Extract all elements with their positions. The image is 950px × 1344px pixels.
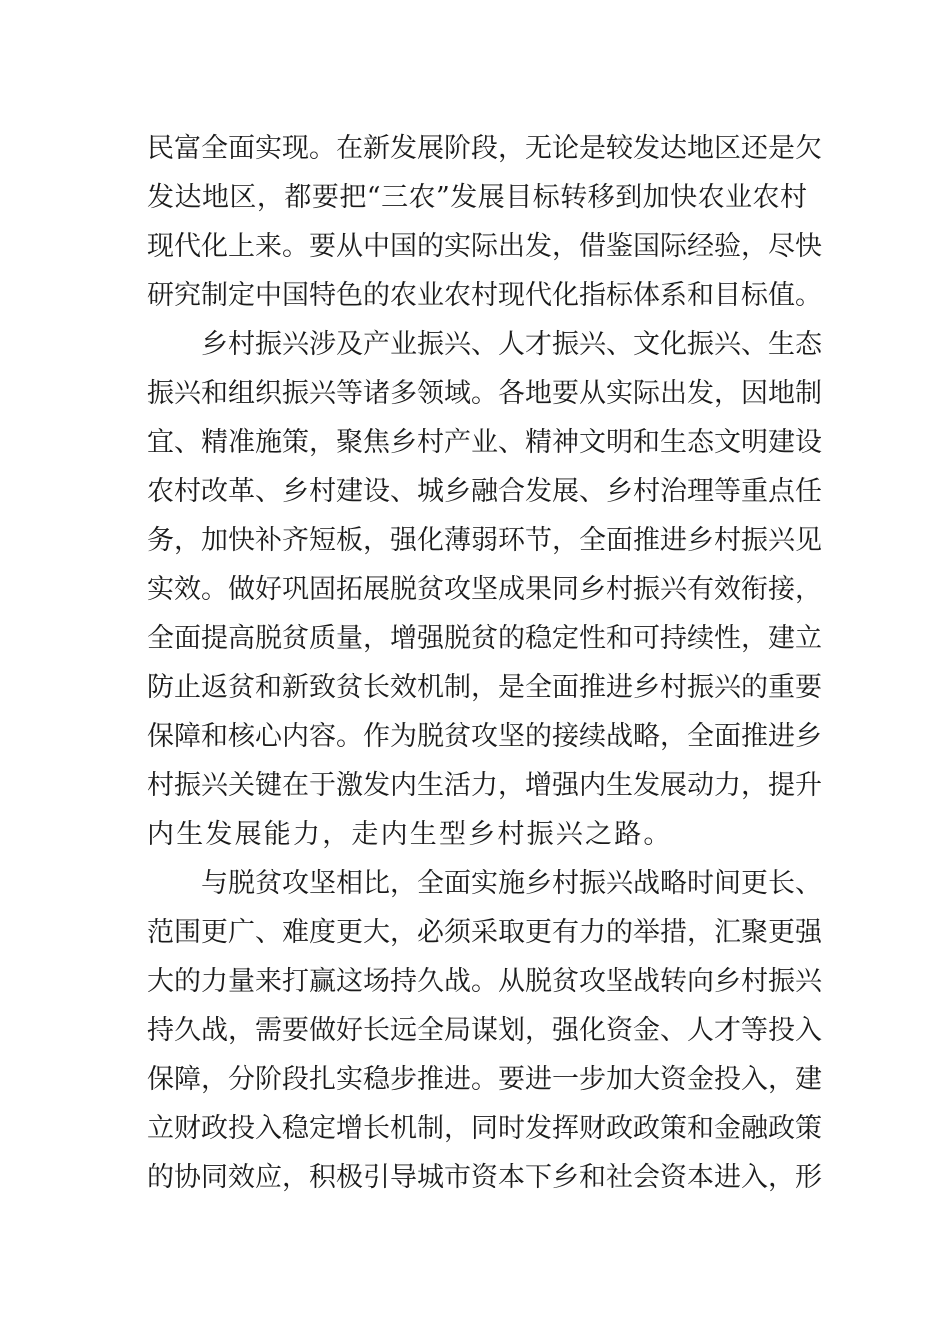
text-line: 民富全面实现。在新发展阶段，无论是较发达地区还是欠 <box>147 133 822 164</box>
text-line: 保障，分阶段扎实稳步推进。要进一步加大资金投入，建 <box>147 1064 822 1095</box>
text-line: 全面提高脱贫质量，增强脱贫的稳定性和可持续性，建立 <box>147 623 822 654</box>
body-text <box>147 124 822 1202</box>
text-line: 的协同效应，积极引导城市资本下乡和社会资本进入，形 <box>147 1162 822 1193</box>
text-line: 研究制定中国特色的农业农村现代化指标体系和目标值。 <box>147 280 822 311</box>
text-line: 内生发展能力，走内生型乡村振兴之路。 <box>147 819 673 850</box>
text-line: 务，加快补齐短板，强化薄弱环节，全面推进乡村振兴见 <box>147 525 822 556</box>
text-line: 发达地区，都要把“三农”发展目标转移到加快农业农村 <box>147 182 807 213</box>
text-line: 现代化上来。要从中国的实际出发，借鉴国际经验，尽快 <box>147 231 822 262</box>
text-line: 村振兴关键在于激发内生活力，增强内生发展动力，提升 <box>147 770 822 801</box>
text-line: 农村改革、乡村建设、城乡融合发展、乡村治理等重点任 <box>147 476 822 507</box>
text-line: 范围更广、难度更大，必须采取更有力的举措，汇聚更强 <box>147 917 822 948</box>
text-line: 立财政投入稳定增长机制，同时发挥财政政策和金融政策 <box>147 1113 822 1144</box>
text-line: 大的力量来打赢这场持久战。从脱贫攻坚战转向乡村振兴 <box>147 966 822 997</box>
text-line: 防止返贫和新致贫长效机制，是全面推进乡村振兴的重要 <box>147 672 822 703</box>
text-line: 实效。做好巩固拓展脱贫攻坚成果同乡村振兴有效衔接， <box>147 574 822 605</box>
text-line: 宜、精准施策，聚焦乡村产业、精神文明和生态文明建设 <box>147 427 822 458</box>
text-line: 与脱贫攻坚相比，全面实施乡村振兴战略时间更长、 <box>201 868 822 899</box>
text-line: 保障和核心内容。作为脱贫攻坚的接续战略，全面推进乡 <box>147 721 822 752</box>
text-line: 持久战，需要做好长远全局谋划，强化资金、人才等投入 <box>147 1015 822 1046</box>
text-line: 乡村振兴涉及产业振兴、人才振兴、文化振兴、生态 <box>201 329 822 360</box>
text-line: 振兴和组织振兴等诸多领域。各地要从实际出发，因地制 <box>147 378 822 409</box>
